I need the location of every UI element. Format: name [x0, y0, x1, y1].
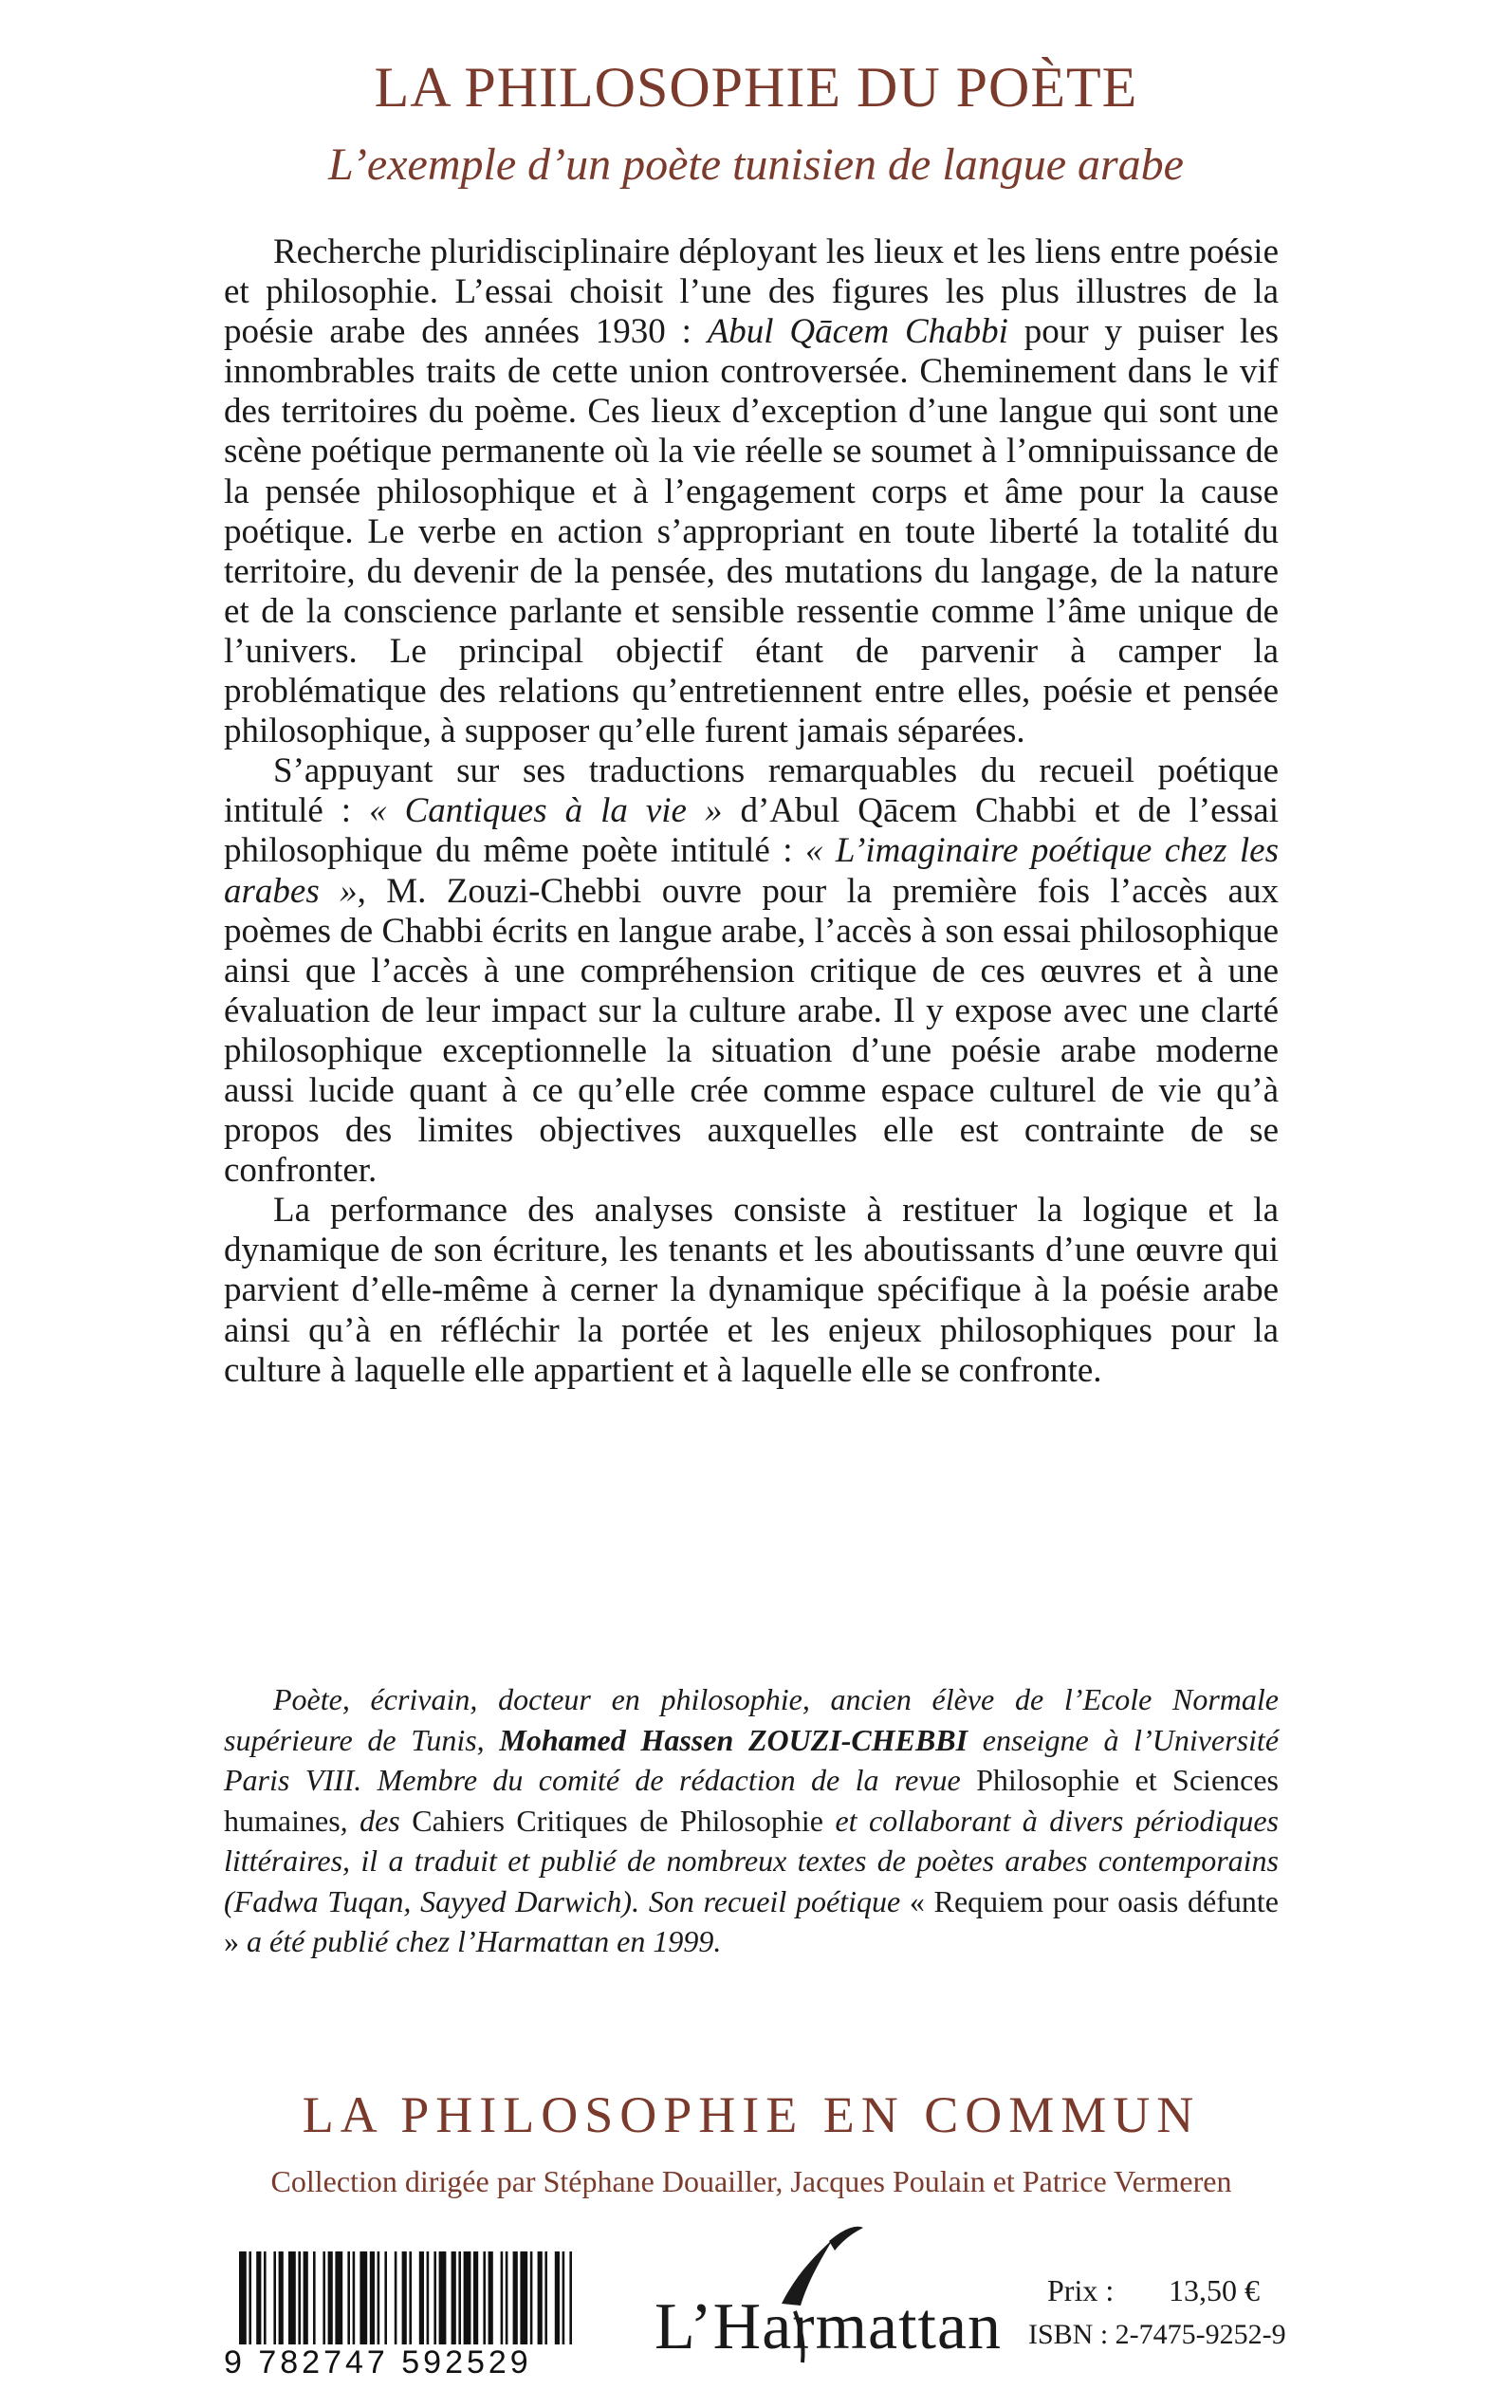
price-isbn-block: [1028, 2275, 1284, 2359]
author-bio: Poète, écrivain, docteur en philosophie, ancien élève de l’Ecole Normale supérieure de Tunis, Mohamed Hassen ZOUZI-CHEBBI enseigne à l’Université Paris VIII. Membre du comité de rédaction de la revue Philosophie et Sciences humaines, des Cahiers Critiques de Philosophie et collaborant à divers périodiques littéraires, il a traduit et publié de nombreux textes de poètes arabes contemporains (Fadwa Tuqan, Sayyed Darwich). Son recueil poétique « Requiem pour oasis défunte » a été publié chez l’Harmattan en 1999.: [224, 1682, 1280, 1958]
work-title-1: « Cantiques à la vie »: [369, 791, 723, 831]
collection-directors: Collection dirigée par Stéphane Douailler, Jacques Poulain et Patrice Vermeren: [270, 2164, 1232, 2198]
work-title-2: « L’imaginaire poétique chez les arabes »: [224, 831, 1279, 911]
isbn: ISBN : 2-7475-9252-9: [1028, 2319, 1286, 2350]
blurb-paragraph-2: S’appuyant sur ses traductions remarquables du recueil poétique intitulé : « Cantiques à la vie » d’Abul Qācem Chabbi et de l’essai philosophique du même poète intitulé : « L’imaginaire poétique chez les arabes », M. Zouzi-Chebbi ouvre pour la première fois l’accès aux poèmes de Chabbi écrits en langue arabe, l’accès à son essai philosophique ainsi que l’accès à une compréhension critique de ces œuvres et à une évaluation de leur impact sur la culture arabe. Il y expose avec une clarté philosophique exceptionnelle la situation d’une poésie arabe moderne aussi lucide quant à ce qu’elle crée comme espace culturel de vie qu’à propos des limites objectives auxquelles elle est contrainte de se confronter.: [224, 751, 1279, 1191]
barcode-bars: [239, 2251, 628, 2344]
poetry-collection-title: « Requiem pour oasis défunte »: [224, 1883, 1280, 1958]
price-label: Prix :: [1047, 2273, 1115, 2307]
poet-name: Abul Qācem Chabbi: [707, 312, 1008, 352]
collection-name: LA PHILOSOPHIE EN COMMUN: [302, 2086, 1201, 2143]
price-value: 13,50 €: [1169, 2273, 1260, 2307]
journal-name-1: Philosophie et Sciences humaines: [224, 1763, 1280, 1838]
barcode: [224, 2251, 641, 2384]
journal-name-2: Cahiers Critiques de Philosophie: [412, 1803, 823, 1838]
publisher-name: L’Harmattan: [655, 2290, 1003, 2363]
blurb-paragraph-3: La performance des analyses consiste à restituer la logique et la dynamique de son écriture, les tenants et les aboutissants d’une œuvre qui parvient d’elle-même à cerner la dynamique spécifique à la poésie arabe ainsi qu’à en réfléchir la portée et les enjeux philosophiques pour la culture à laquelle elle appartient et à laquelle elle se confronte.: [224, 1191, 1279, 1390]
barcode-digits: 9 782747 592529: [224, 2344, 532, 2380]
author-name: Mohamed Hassen ZOUZI-CHEBBI: [499, 1722, 968, 1757]
book-title: LA PHILOSOPHIE DU POÈTE: [374, 56, 1138, 119]
blurb-paragraph-1: Recherche pluridisciplinaire déployant les lieux et les liens entre poésie et philosophie. L’essai choisit l’une des figures les plus illustres de la poésie arabe des années 1930 : Abul Qācem Chabbi pour y puiser les innombrables traits de cette union controversée. Cheminement dans le vif des territoires du poème. Ces lieux d’exception d’une langue qui sont une scène poétique permanente où la vie réelle se soumet à l’omnipuissance de la pensée philosophique et à l’engagement corps et âme pour la cause poétique. Le verbe en action s’appropriant en toute liberté la totalité du territoire, du devenir de la pensée, des mutations du langage, de la nature et de la conscience parlante et sensible ressentie comme l’âme unique de l’univers. Le principal objectif étant de parvenir à camper la problématique des relations qu’entretiennent entre elles, poésie et pensée philosophique, à supposer qu’elle furent jamais séparées.: [224, 232, 1279, 751]
blurb: [224, 232, 1279, 1391]
book-subtitle: L’exemple d’un poète tunisien de langue arabe: [328, 139, 1184, 190]
